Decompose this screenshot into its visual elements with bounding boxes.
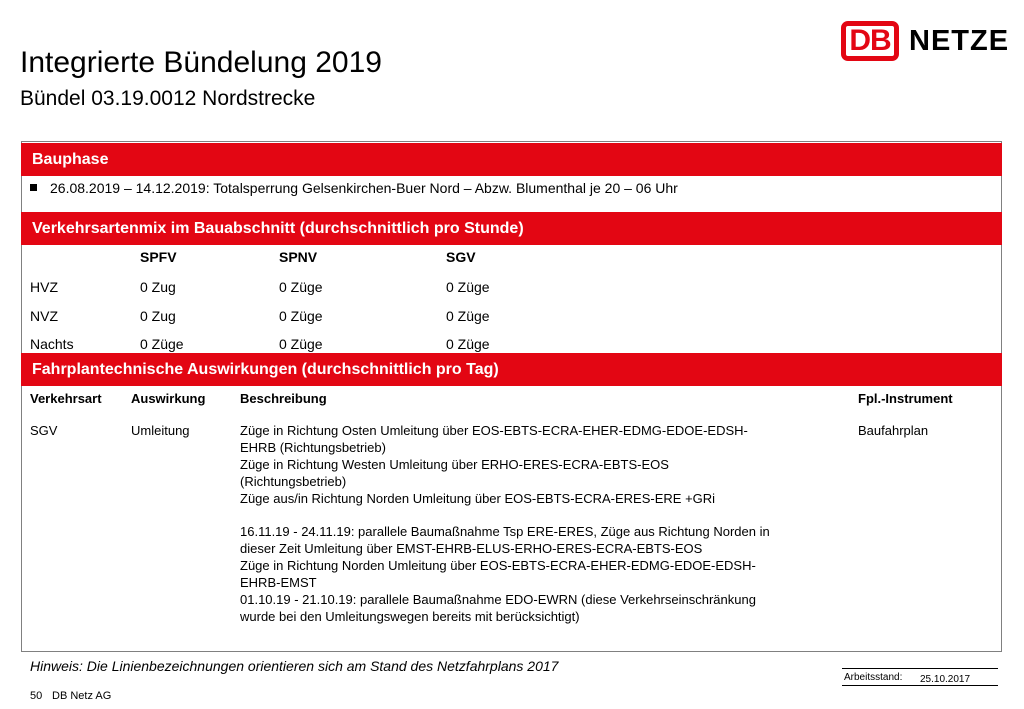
arbeitsstand bbox=[842, 668, 998, 686]
fpl-heading: Fahrplantechnische Auswirkungen (durchschnittlich pro Tag) bbox=[21, 353, 1002, 386]
mix-col-spfv: SPFV bbox=[140, 249, 177, 265]
hinweis-note: Hinweis: Die Linienbezeichnungen orientieren sich am Stand des Netzfahrplans 2017 bbox=[30, 658, 559, 674]
mix-cell: 0 Züge bbox=[279, 279, 323, 295]
db-logo-mark: DB bbox=[841, 21, 899, 61]
mix-cell: 0 Zug bbox=[140, 279, 176, 295]
fpl-verkehrsart: SGV bbox=[30, 423, 58, 438]
mix-cell: 0 Zug bbox=[140, 308, 176, 324]
mix-col-sgv: SGV bbox=[446, 249, 476, 265]
mix-cell: 0 Züge bbox=[446, 308, 490, 324]
fpl-col-auswirkung: Auswirkung bbox=[131, 391, 206, 406]
desc-line: Züge in Richtung Norden Umleitung über EOS-EBTS-ECRA-EHER-EDMG-EDOE-EDSH- bbox=[240, 558, 756, 574]
desc-line: 01.10.19 - 21.10.19: parallele Baumaßnahme EDO-EWRN (diese Verkehrseinschränkung bbox=[240, 592, 756, 608]
bauphase-heading: Bauphase bbox=[21, 143, 1002, 176]
mix-cell: 0 Züge bbox=[279, 336, 323, 352]
fpl-col-verkehrsart: Verkehrsart bbox=[30, 391, 102, 406]
netze-wordmark: NETZE bbox=[909, 25, 1010, 57]
bullet-square-icon bbox=[30, 184, 37, 191]
bauphase-item bbox=[30, 180, 678, 196]
fpl-beschreibung bbox=[240, 423, 850, 626]
desc-line: dieser Zeit Umleitung über EMST-EHRB-ELUS-ERHO-ERES-ECRA-EBTS-EOS bbox=[240, 541, 703, 557]
db-netze-logo bbox=[841, 21, 1010, 61]
fpl-col-instrument: Fpl.-Instrument bbox=[858, 391, 953, 406]
fpl-auswirkung: Umleitung bbox=[131, 423, 190, 438]
page-number: 50 bbox=[30, 690, 43, 702]
arbeitsstand-date: 25.10.2017 bbox=[920, 674, 971, 685]
mix-cell: 0 Züge bbox=[446, 336, 490, 352]
desc-line: EHRB (Richtungsbetrieb) bbox=[240, 439, 386, 455]
desc-line: EHRB-EMST bbox=[240, 575, 317, 591]
desc-line: wurde bei den Umleitungswegen bereits mit berücksichtigt) bbox=[240, 608, 580, 624]
mix-row-label: HVZ bbox=[30, 279, 58, 295]
mix-cell: 0 Züge bbox=[446, 279, 490, 295]
slide-subtitle: Bündel 03.19.0012 Nordstrecke bbox=[20, 87, 316, 110]
desc-line: 16.11.19 - 24.11.19: parallele Baumaßnahme Tsp ERE-ERES, Züge aus Richtung Norden in bbox=[240, 524, 770, 540]
desc-line: (Richtungsbetrieb) bbox=[240, 473, 347, 489]
mix-cell: 0 Züge bbox=[140, 336, 184, 352]
fpl-col-beschreibung: Beschreibung bbox=[240, 391, 327, 406]
mix-row-label: NVZ bbox=[30, 308, 58, 324]
fpl-instrument: Baufahrplan bbox=[858, 423, 929, 438]
bauphase-item-text: 26.08.2019 – 14.12.2019: Totalsperrung Gelsenkirchen-Buer Nord – Abzw. Blumenthal je 20 – 06 Uhr bbox=[50, 180, 678, 196]
slide-title: Integrierte Bündelung 2019 bbox=[20, 46, 382, 79]
desc-line: Züge in Richtung Westen Umleitung über ERHO-ERES-ECRA-EBTS-EOS bbox=[240, 456, 669, 472]
desc-line: Züge aus/in Richtung Norden Umleitung über EOS-EBTS-ECRA-ERES-ERE +GRi bbox=[240, 490, 716, 506]
mix-row-label: Nachts bbox=[30, 336, 74, 352]
arbeitsstand-label: Arbeitsstand: bbox=[844, 672, 903, 683]
desc-spacer bbox=[240, 508, 850, 525]
mix-heading: Verkehrsartenmix im Bauabschnitt (durchschnittlich pro Stunde) bbox=[21, 212, 1002, 245]
mix-col-spnv: SPNV bbox=[279, 249, 318, 265]
footer-company: DB Netz AG bbox=[52, 690, 112, 702]
desc-line: Züge in Richtung Osten Umleitung über EOS-EBTS-ECRA-EHER-EDMG-EDOE-EDSH- bbox=[240, 423, 748, 438]
mix-cell: 0 Züge bbox=[279, 308, 323, 324]
